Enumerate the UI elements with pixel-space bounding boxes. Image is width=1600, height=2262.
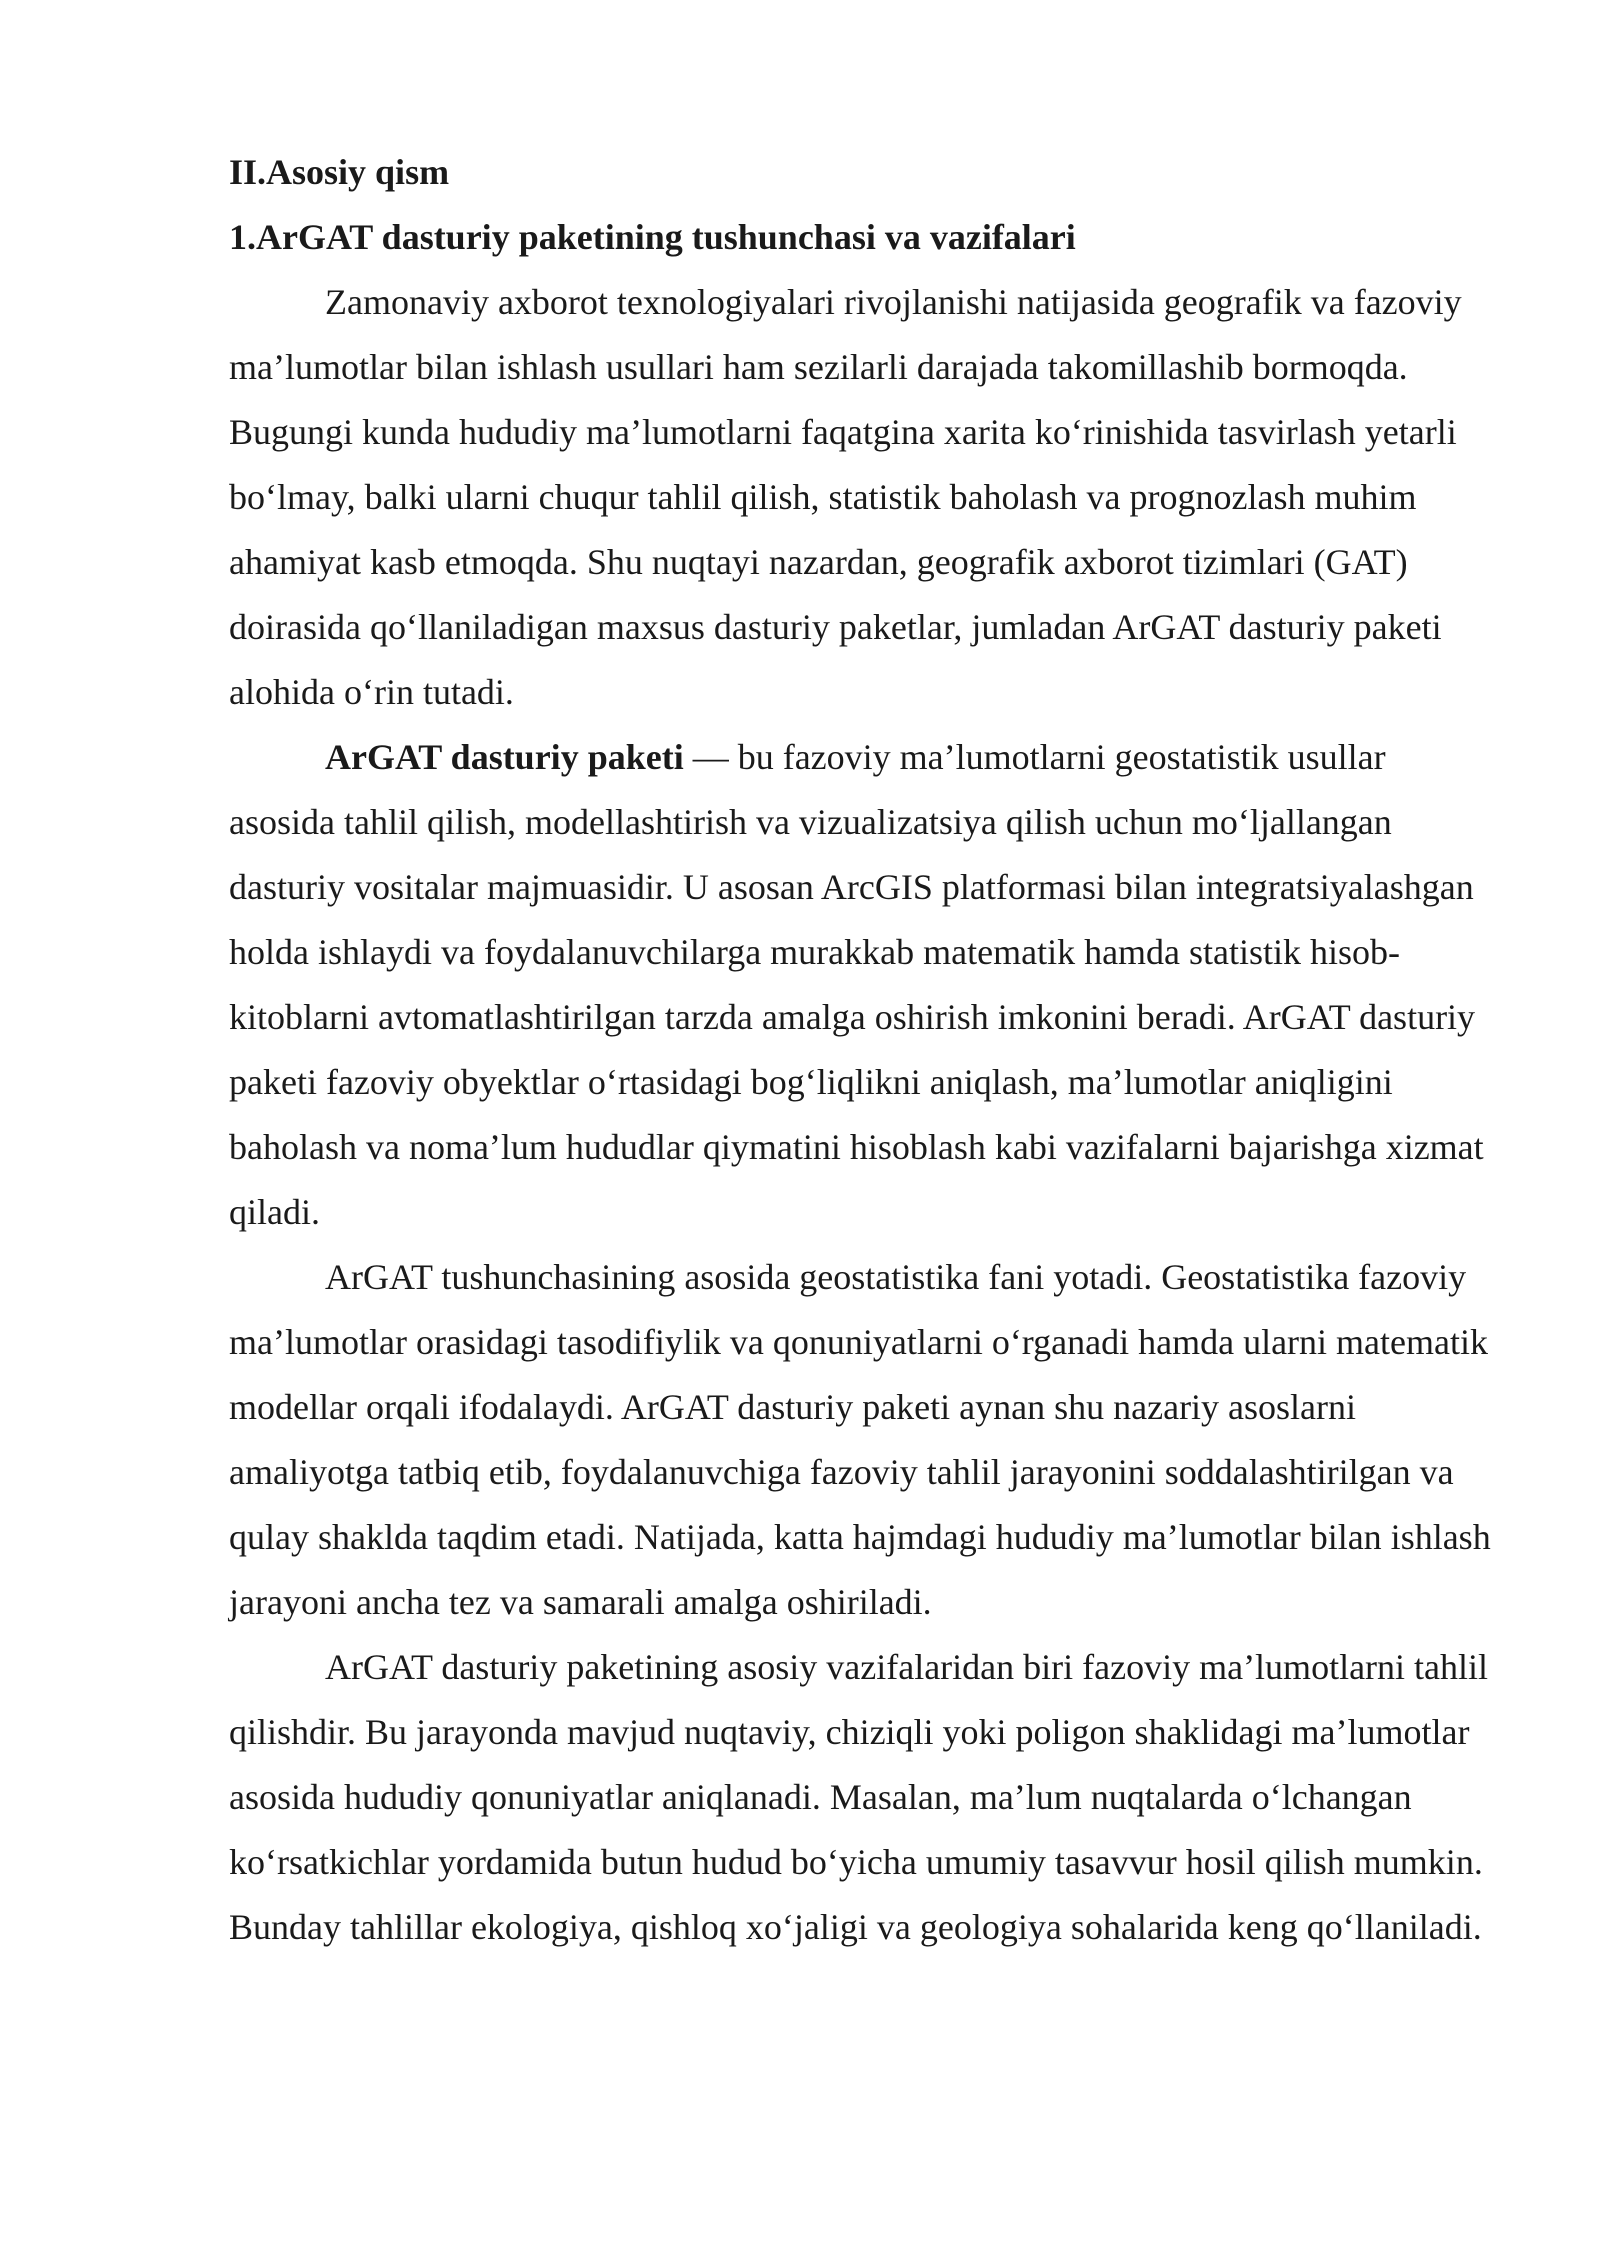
document-page [229, 140, 1491, 1960]
paragraph-intro [229, 270, 1491, 725]
subsection-title: 1.ArGAT dasturiy paketining tushunchasi va vazifalari [229, 217, 1076, 257]
paragraph-text: Zamonaviy axborot texnologiyalari rivojlanishi natijasida geografik va fazoviy ma’lumotlar bilan ishlash usullari ham sezilarli darajada takomillashib bormoqda. Bugungi kunda hududiy ma’lumotlarni faqatgina xarita ko‘rinishida tasvirlash yetarli bo‘lmay, balki ularni chuqur tahlil qilish, statistik baholash va prognozlash muhim ahamiyat kasb etmoqda. Shu nuqtayi nazardan, geografik axborot tizimlari (GAT) doirasida qo‘llaniladigan maxsus dasturiy paketlar, jumladan ArGAT dasturiy paketi alohida o‘rin tutadi. [229, 282, 1462, 712]
paragraph-text: — bu fazoviy ma’lumotlarni geostatistik usullar asosida tahlil qilish, modellashtirish va vizualizatsiya qilish uchun mo‘ljallangan dasturiy vositalar majmuasidir. U asosan ArcGIS platformasi bilan integratsiyalashgan holda ishlaydi va foydalanuvchilarga murakkab matematik hamda statistik hisob-kitoblarni avtomatlashtirilgan tarzda amalga oshirish imkonini beradi. ArGAT dasturiy paketi fazoviy obyektlar o‘rtasidagi bog‘liqlikni aniqlash, ma’lumotlar aniqligini baholash va noma’lum hududlar qiymatini hisoblash kabi vazifalarni bajarishga xizmat qiladi. [229, 737, 1484, 1232]
section-title: II.Asosiy qism [229, 152, 450, 192]
paragraph-functions [229, 1635, 1491, 1960]
paragraph-lead-term: ArGAT dasturiy paketi [325, 737, 684, 777]
paragraph-text: ArGAT tushunchasining asosida geostatistika fani yotadi. Geostatistika fazoviy ma’lumotlar orasidagi tasodifiylik va qonuniyatlarni o‘rganadi hamda ularni matematik modellar orqali ifodalaydi. ArGAT dasturiy paketi aynan shu nazariy asoslarni amaliyotga tatbiq etib, foydalanuvchiga fazoviy tahlil jarayonini soddalashtirilgan va qulay shaklda taqdim etadi. Natijada, katta hajmdagi hududiy ma’lumotlar bilan ishlash jarayoni ancha tez va samarali amalga oshiriladi. [229, 1257, 1491, 1622]
paragraph-definition [229, 725, 1491, 1245]
paragraph-text: ArGAT dasturiy paketining asosiy vazifalaridan biri fazoviy ma’lumotlarni tahlil qilishdir. Bu jarayonda mavjud nuqtaviy, chiziqli yoki poligon shaklidagi ma’lumotlar asosida hududiy qonuniyatlar aniqlanadi. Masalan, ma’lum nuqtalarda o‘lchangan ko‘rsatkichlar yordamida butun hudud bo‘yicha umumiy tasavvur hosil qilish mumkin. Bunday tahlillar ekologiya, qishloq xo‘jaligi va geologiya sohalarida keng qo‘llaniladi. [229, 1647, 1489, 1947]
paragraph-geostatistics [229, 1245, 1491, 1635]
